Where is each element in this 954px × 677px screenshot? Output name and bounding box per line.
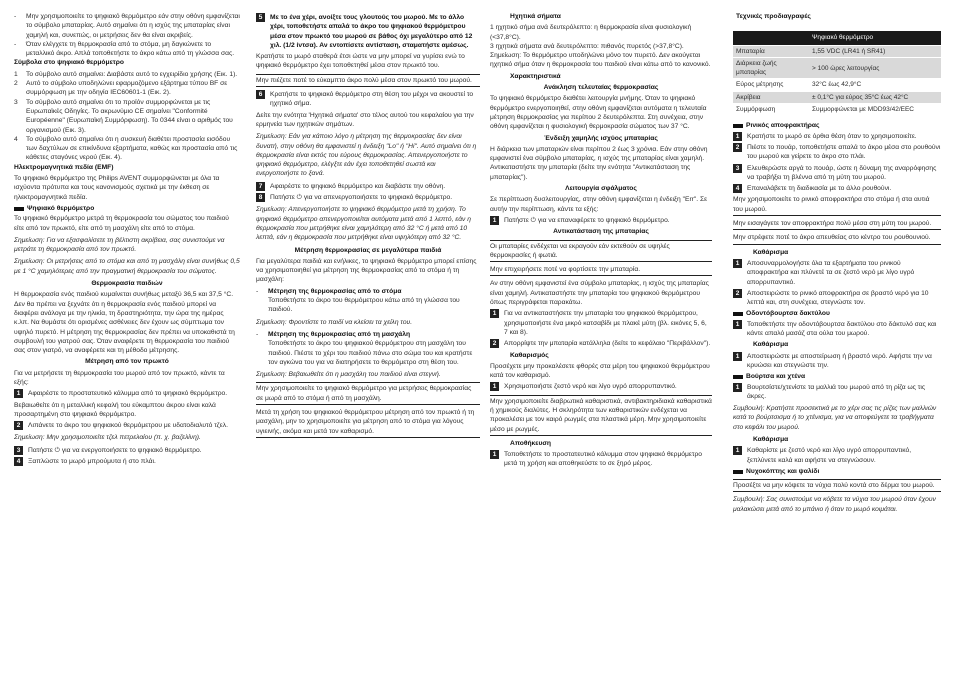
step: 1 Χρησιμοποιήστε ζεστό νερό και λίγο υγρό απορρυπαντικό. (490, 382, 712, 391)
bullet-item: - Μέτρηση της θερμοκρασίας από τη μασχάλη (256, 330, 411, 338)
paragraph: Βεβαιωθείτε ότι η μεταλλική κεφαλή του εύκαμπτου άκρου είναι καλά προσαρτημένη στο ψηφιακό θερμόμετρο. (14, 401, 216, 418)
section-heading: Καθαρισμός (510, 351, 549, 359)
step: 7 Αφαιρέστε το ψηφιακό θερμόμετρο και διαβάστε την οθόνη. (256, 182, 480, 191)
paragraph: Το ψηφιακό θερμόμετρο μετρά τη θερμοκρασία του σώματος του παιδιού είτε από τον πρωκτό, είτε από τη μασχάλη είτε από το στόμα. (14, 215, 229, 232)
step: 3 Ελευθερώστε αργά το πουάρ, ώστε η δύναμη της αναρρόφησης να τραβήξει τη βλέννα από τη μύτη του μωρού. (733, 164, 941, 183)
paragraph: Η θερμοκρασία ενός παιδιού κυμαίνεται συνήθως μεταξύ 36,5 και 37,5 °C. Δεν θα πρέπει να ξεχνάτε ότι η θερμοκρασία ενός παιδιού μπορεί να διαφέρει ανάλογα με την ηλικία, τη δραστηριότητα, την ώρα της ημέρας κ.λπ. Να θυμάστε ότι ορισμένες ασθένειες δεν έχουν ως σύμπτωμα τον υψηλό πυρετό. Η μέτρηση της θερμοκρασίας δεν πρέπει να υποκαθιστά τη συμβουλή του γιατρού σας. Όταν αναφέρετε τη θερμοκρασία του παιδιού σας στον γιατρό, να αναφέρετε και τη μέθοδο μέτρησης. (14, 291, 235, 355)
subheading: Αντικατάσταση της μπαταρίας (553, 228, 649, 236)
step: 8 Πατήστε ⏻ για να απενεργοποιήσετε το ψηφιακό θερμόμετρο. (256, 193, 480, 202)
column-2 (256, 12, 480, 441)
table-row: Εύρος μέτρησης 32°C έως 42,9°C (733, 79, 941, 91)
step-number: 8 (256, 193, 265, 202)
step: 4 Επαναλάβετε τη διαδικασία με το άλλο ρουθούνι. (733, 184, 941, 193)
table-row: Συμμόρφωση Συμμορφώνεται με MDD93/42/EEC (733, 104, 941, 116)
step-number: 4 (14, 457, 23, 466)
step-number: 1 (733, 132, 742, 141)
step-number: 2 (733, 289, 742, 298)
bullet-item: - Μην χρησιμοποιείτε το ψηφιακό θερμόμετρο εάν στην οθόνη εμφανίζεται το σύμβολο μπαταρίας. Αυτό σημαίνει ότι η ισχύς της μπαταρίας είναι χαμηλή και, συνεπώς, οι μετρήσεις δεν θα είναι ακριβείς. (14, 13, 240, 39)
note: Σημείωση: Εάν για κάποιο λόγο η μέτρηση της θερμοκρασίας δεν είναι δυνατή, στην οθόνη θα εμφανιστεί η ένδειξη "Lo" ή "Hi". Αυτό σημαίνει ότι η θερμοκρασία είναι εκτός του εύρους θερμοκρασίας. Απενεργοποιήστε το ψηφιακό θερμόμετρο, ελέγξτε εάν έχει τοποθετηθεί σωστά και ενεργοποιήστε το ξανά. (256, 133, 477, 178)
step: 1 Αποστειρώστε με αποστείρωση ή βραστό νερό. Αφήστε την να κρυώσει και στεγνώστε την. (733, 352, 941, 371)
section-heading: Χαρακτηριστικά (510, 72, 561, 80)
step-number: 1 (733, 320, 742, 329)
table-row: Διάρκεια ζωής μπαταρίας > 100 ώρες λειτουργίας (733, 57, 941, 79)
section-tag: Οδοντόβουρτσα δακτύλου (733, 309, 941, 318)
bullet-text: Όταν ελέγχετε τη θερμοκρασία από το στόμα, μη δαγκώνετε το μεταλλικό άκρο. Απλά τοποθετήστε το άκρο κάτω από τη γλώσσα σας. (26, 40, 235, 58)
step-number: 7 (256, 182, 265, 191)
step: 1 Για να αντικαταστήσετε την μπαταρία του ψηφιακού θερμόμετρου, χρησιμοποιήστε ένα μικρό κατσαβίδι με πλακέ μύτη (βλ. εικόνες 5, 6, 7 και 8). (490, 309, 712, 337)
column-1 (14, 12, 240, 468)
step: 1 Αφαιρέστε το προστατευτικό κάλυμμα από το ψηφιακό θερμόμετρο. (14, 389, 240, 398)
note: Σημείωση: Απενεργοποιήστε το ψηφιακό θερμόμετρο μετά τη χρήση. Το ψηφιακό θερμόμετρο απενεργοποιείται αυτόματα μετά από 1 λεπτό, εάν η θερμοκρασία που μετρήθηκε είναι χαμηλότερη από 32 °C ή μετά από 10 λεπτά, εάν η θερμοκρασία που μετρήθηκε είναι υψηλότερη από 32 °C. (256, 206, 471, 242)
step-number: 6 (256, 90, 265, 99)
subheading: Καθάρισμα (753, 341, 789, 349)
section-heading: Αποθήκευση (510, 439, 552, 447)
section-bar-icon (733, 470, 743, 474)
note: Σημείωση: Βεβαιωθείτε ότι η μασχάλη του παιδιού είναι στεγνή. (256, 371, 441, 379)
step: 5 Με το ένα χέρι, ανοίξτε τους γλουτούς του μωρού. Με το άλλο χέρι, τοποθετήστε απαλά το άκρο του ψηφιακού θερμόμετρου μέσα στον πρωκτό του μωρού σε βάθος όχι μεγαλύτερο από 12 χιλ. (1/2 ίντσα). Αν εντοπίσετε αντίσταση, σταματήστε αμέσως. (256, 13, 480, 50)
step: 1 Τοποθετήστε το προστατευτικό κάλυμμα στον ψηφιακό θερμόμετρο μετά τη χρήση και αποθηκεύστε το σε ξηρό μέρος. (490, 450, 712, 469)
step-number: 3 (733, 164, 742, 173)
note: Σημείωση: Οι μετρήσεις από το στόμα και από τη μασχάλη είναι συνήθως 0,5 με 1 °C χαμηλότερες από την πραγματική θερμοκρασία του σώματος. (14, 258, 240, 275)
step: 2 Αποστειρώστε το ρινικό αποφρακτήρα σε βραστό νερό για 10 λεπτά και, στη συνέχεια, στεγνώστε τον. (733, 289, 941, 308)
bullet-text: Μην χρησιμοποιείτε το ψηφιακό θερμόμετρο εάν στην οθόνη εμφανίζεται το σύμβολο μπαταρίας. Αυτό σημαίνει ότι η ισχύς της μπαταρίας είναι χαμηλή και, συνεπώς, οι μετρήσεις δεν θα είναι ακριβείς. (26, 13, 240, 39)
section-heading: Ηχητικά σήματα (510, 13, 561, 20)
step: 2 Απορρίψτε την μπαταρία κατάλληλα (δείτε το κεφάλαιο "Περιβάλλον"). (490, 339, 712, 348)
step-number: 3 (14, 446, 23, 455)
step-number: 1 (490, 382, 499, 391)
paragraph: Για μεγαλύτερα παιδιά και ενήλικες, το ψηφιακό θερμόμετρο μπορεί επίσης να χρησιμοποιηθεί για μέτρηση της θερμοκρασίας από το στόμα ή τη μασχάλη: (256, 257, 477, 284)
bullet-item: - Μέτρηση της θερμοκρασίας από το στόμα (256, 287, 402, 295)
section-heading: Σύμβολα στο ψηφιακό θερμόμετρο (14, 59, 124, 67)
step-number: 2 (14, 421, 23, 430)
step-number: 1 (733, 446, 742, 455)
note: Σημείωση: Φροντίστε το παιδί να κλείσει τα χείλη του. (256, 318, 413, 326)
warning: Μετά τη χρήση του ψηφιακού θερμόμετρου μέτρηση από τον πρωκτό ή τη μασχάλη, μην το χρησιμοποιείτε για μέτρηση από το στόμα για λόγους υγιεινής, ακόμα και μετά τον καθαρισμό. (256, 408, 480, 438)
paragraph: Κρατήστε το μωρό σταθερά έτσι ώστε να μην μπορεί να γυρίσει ενώ το ψηφιακό θερμόμετρο έχει τοποθετηθεί μέσα στον πρωκτό του. (256, 53, 465, 70)
warning: Μην χρησιμοποιείτε το ρινικό αποφρακτήρα στο στόμα ή στα αυτιά του μωρού. (733, 195, 941, 216)
step-number: 1 (490, 216, 499, 225)
step: 4 Ξαπλώστε το μωρό μπρούμυτα ή στο πλάι. (14, 457, 240, 466)
step-number: 1 (733, 352, 742, 361)
step-number: 2 (733, 143, 742, 152)
step-number: 1 (733, 383, 742, 392)
warning: Μην χρησιμοποιείτε το ψηφιακό θερμόμετρο για μετρήσεις θερμοκρασίας σε μωρά από το στόμα ή από τη μασχάλη. (256, 382, 480, 405)
step-number: 1 (733, 259, 742, 268)
paragraph: Προσέχετε μην προκαλέσετε φθορές στα μέρη του ψηφιακού θερμόμετρου κατά τον καθαρισμό. (490, 362, 710, 380)
note: Σημείωση: Για να εξασφαλίσετε τη βέλτιστη ακρίβεια, σας συνιστούμε να μετράτε τη θερμοκρασία από τον πρωκτό. (14, 236, 225, 254)
step: 1 Πατήστε ⏻ για να επαναφέρετε το ψηφιακό θερμόμετρο. (490, 216, 712, 225)
subheading: Καθάρισμα (753, 248, 789, 256)
section-bar-icon (733, 375, 743, 379)
table-header: Ψηφιακό θερμόμετρο (733, 31, 941, 45)
column-4 (733, 12, 941, 517)
step: 3 Πατήστε ⏻ για να ενεργοποιήσετε το ψηφιακό θερμόμετρο. (14, 446, 240, 455)
paragraph: 1 ηχητικό σήμα ανά δευτερόλεπτο: η θερμοκρασία είναι φυσιολογική (<37,8°C). 3 ηχητικά σήματα ανά δευτερόλεπτο: πιθανός πυρετός (>37,8°C). Σημείωση: Το θερμόμετρο υποδηλώνει μόνο τον πυρετό. Δεν ακούγεται ηχητικό σήμα όταν η θερμοκρασία του παιδιού είναι κάτω από το κανονικό. (490, 24, 711, 69)
step-number: 1 (14, 389, 23, 398)
paragraph: Για να μετρήσετε τη θερμοκρασία του μωρού από τον πρωκτό, κάντε τα εξής: (14, 369, 225, 386)
subheading: Μέτρηση από τον πρωκτό (85, 358, 169, 366)
step: 1 Αποσυναρμολογήστε όλα τα εξαρτήματα του ρινικού αποφρακτήρα και πλύνετέ τα σε ζεστό νερό με λίγο υγρό απορρυπαντικό. (733, 259, 941, 287)
section-tag: Ψηφιακό θερμόμετρο (14, 204, 240, 213)
section-tag: Ρινικός αποφρακτήρας (733, 121, 941, 130)
subheading: Καθάρισμα (753, 435, 789, 443)
paragraph: Τοποθετήστε το άκρο του θερμόμετρου κάτω από τη γλώσσα του παιδιού. (268, 297, 460, 314)
step: 1 Τοποθετήστε την οδοντόβουρτσα δακτύλου στο δάκτυλό σας και κάντε απαλό μασάζ στα ούλα του μωρού. (733, 320, 941, 339)
paragraph: Τοποθετήστε το άκρο του ψηφιακού θερμόμετρου στη μασχάλη του παιδιού. Πιέστε το χέρι του παιδιού πάνω στο σώμα του και κρατήστε τον αγκώνα του για να διατηρήσετε το θερμόμετρο στη θέση του. (268, 340, 473, 366)
subheading: Μέτρηση θερμοκρασίας σε μεγαλύτερα παιδιά (294, 246, 442, 254)
paragraph: Σε περίπτωση δυσλειτουργίας, στην οθόνη εμφανίζεται η ένδειξη "Err". Σε αυτήν την περίπτωση, κάντε τα εξής: (490, 196, 708, 213)
step: 6 Κρατήστε το ψηφιακό θερμόμετρο στη θέση του μέχρι να ακουστεί το ηχητικό σήμα. (256, 90, 480, 109)
table-row: Ακρίβεια ± 0,1°C για εύρος 35°C έως 42°C (733, 91, 941, 103)
subheading: Θερμοκρασία παιδιών (91, 280, 163, 288)
bullet-item: - Όταν ελέγχετε τη θερμοκρασία από το στόμα, μη δαγκώνετε το μεταλλικό άκρο. Απλά τοποθετήστε το άκρο κάτω από τη γλώσσα σας. (14, 40, 240, 59)
step-number: 1 (490, 450, 499, 459)
warning: Μην πιέζετε ποτέ το εύκαμπτο άκρο πολύ μέσα στον πρωκτό του μωρού. (256, 74, 480, 87)
warning: Προσέξτε να μην κόψετε τα νύχια πολύ κοντά στο δέρμα του μωρού. (733, 479, 941, 492)
note: Συμβουλή: Σας συνιστούμε να κόβετε τα νύχια του μωρού όταν έχουν μαλακώσει μετά από το μπάνιο ή όταν το μωρό κοιμάται. (733, 496, 936, 513)
paragraph: Αν στην οθόνη εμφανιστεί ένα σύμβολο μπαταρίας, η ισχύς της μπαταρίας είναι χαμηλή. Αντικαταστήστε την μπαταρία του ψηφιακού θερμόμετρου όπως περιγράφεται παρακάτω. (490, 280, 709, 307)
section-tag: Βούρτσα και χτένα (733, 372, 941, 381)
column-3 (490, 12, 712, 471)
warning: Μην στρέφετε ποτέ το άκρο απευθείας στο κέντρο του ρουθουνιού. (733, 233, 941, 244)
step: 2 Λιπάνετε το άκρο του ψηφιακού θερμόμετρου με υδατοδιαλυτό τζελ. (14, 421, 240, 430)
symbol-item: 3 Το σύμβολο αυτό σημαίνει ότι το προϊόν συμμορφώνεται με τις Ευρωπαϊκές Οδηγίες. Το ακρωνύμιο CE σημαίνει "Conformité Européenne" (Ευρωπαϊκή Συμμόρφωση). Το 0344 είναι ο αριθμός του οργανισμού (Εικ. 3). (14, 98, 233, 134)
step-number: 4 (733, 184, 742, 193)
warning: Μην εισαγάγετε τον αποφρακτήρα πολύ μέσα στη μύτη του μωρού. (733, 219, 941, 230)
section-bar-icon (733, 124, 743, 128)
paragraph: Δείτε την ενότητα 'Ηχητικά σήματα' στο τέλος αυτού του κεφαλαίου για την ερμηνεία των ηχητικών σημάτων. (256, 111, 474, 128)
step: 1 Βουρτσίστε/χτενίστε τα μαλλιά του μωρού από τη ρίζα ως τις άκρες. (733, 383, 941, 402)
section-bar-icon (733, 312, 743, 316)
step: 1 Κρατήστε το μωρό σε όρθια θέση όταν το χρησιμοποιείτε. (733, 132, 941, 141)
paragraph: Η διάρκεια των μπαταριών είναι περίπου 2 έως 3 χρόνια. Εάν στην οθόνη εμφανιστεί ένα σύμβολο μπαταρίας, η ισχύς της μπαταρίας είναι χαμηλή. Αντικαταστήστε την μπαταρία (δείτε την ενότητα "Αντικατάσταση της μπαταρίας"). (490, 145, 708, 181)
symbol-item: 2 Αυτό το σύμβολο υποδηλώνει εφαρμοζόμενο εξάρτημα τύπου BF σε συμμόρφωση με την οδηγία IEC60601-1 (Εικ. 2). (14, 80, 228, 97)
step-number: 1 (490, 309, 499, 318)
subheading: Ανάκληση τελευταίας θερμοκρασίας (543, 84, 659, 92)
section-tag: Νυχοκόπτης και ψαλίδι (733, 467, 941, 476)
paragraph: Το ψηφιακό θερμόμετρο διαθέτει λειτουργία μνήμης. Όταν το ψηφιακό θερμόμετρο ενεργοποιηθεί, στην οθόνη εμφανίζεται αυτόματα η τελευταία μέτρηση θερμοκρασίας για περίπου 2 δευτερόλεπτα. Στη συνέχεια, στην οθόνη εμφανίζεται η φυσιολογική θερμοκρασία σώματος των 37 °C. (490, 95, 707, 131)
note: Σημείωση: Μην χρησιμοποιείτε τζελ πετρελαίου (π. χ. βαζελίνη). (14, 434, 201, 442)
section-bar-icon (14, 207, 24, 211)
section-heading: Ηλεκτρομαγνητικά πεδία (EMF) (14, 163, 114, 171)
warning: Μην χρησιμοποιείτε διαβρωτικά καθαριστικά, αντιβακτηριδιακά καθαριστικά ή χημικούς διαλύτες. Η σκληρότητα των καθαριστικών ενδέχεται να προκαλέσει με τον καιρό ρωγμές στα πλαστικά μέρη. Μην χρησιμοποιείτε μέσο με ρωγμές. (490, 395, 712, 436)
symbol-item: 1 Το σύμβολο αυτό σημαίνει: Διαβάστε αυτό το εγχειρίδιο χρήσης (Εικ. 1). (14, 70, 238, 78)
table-row: Μπαταρία 1,55 VDC (LR41 ή SR41) (733, 45, 941, 57)
warning: Μην επιχειρήσετε ποτέ να φορτίσετε την μπαταρία. (490, 265, 712, 276)
step-number: 5 (256, 13, 265, 22)
paragraph: Το ψηφιακό θερμόμετρο της Philips AVENT συμμορφώνεται με όλα τα ισχύοντα πρότυπα και τους κανονισμούς σχετικά με την έκθεση σε ηλεκτρομαγνητικά πεδία. (14, 175, 220, 201)
step-number: 2 (490, 339, 499, 348)
subheading: Λειτουργία σφάλματος (565, 185, 637, 193)
note: Συμβουλή: Κρατήστε προσεκτικά με το χέρι σας τις ρίζες των μαλλιών κατά το βούρτσισμα ή το χτένισμα, για να αποφεύγετε τα τραβήγματα στο κεφάλι του μωρού. (733, 405, 937, 431)
subheading: Ένδειξη χαμηλής ισχύος μπαταρίας (544, 134, 658, 142)
spec-table (733, 31, 941, 115)
symbol-item: 4 Το σύμβολο αυτό σημαίνει ότι η συσκευή διαθέτει προστασία εισόδου των δαχτύλων σε επικίνδυνα εξαρτήματα, καθώς και προστασία από τις κάθετες σταγόνες νερού (Εικ. 4). (14, 135, 238, 162)
step: 2 Πιέστε το πουάρ, τοποθετήστε απαλά το άκρο μέσα στο ρουθούνι του μωρού και γείρετε το άκρο στο πλάι. (733, 143, 941, 162)
warning: Οι μπαταρίες ενδέχεται να εκραγούν εάν εκτεθούν σε υψηλές θερμοκρασίες ή φωτιά. (490, 240, 712, 263)
step: 1 Καθαρίστε με ζεστό νερό και λίγο υγρό απορρυπαντικό, ξεπλύνετε καλά και αφήστε να στεγνώσουν. (733, 446, 941, 465)
section-heading: Τεχνικές προδιαγραφές (736, 13, 811, 20)
